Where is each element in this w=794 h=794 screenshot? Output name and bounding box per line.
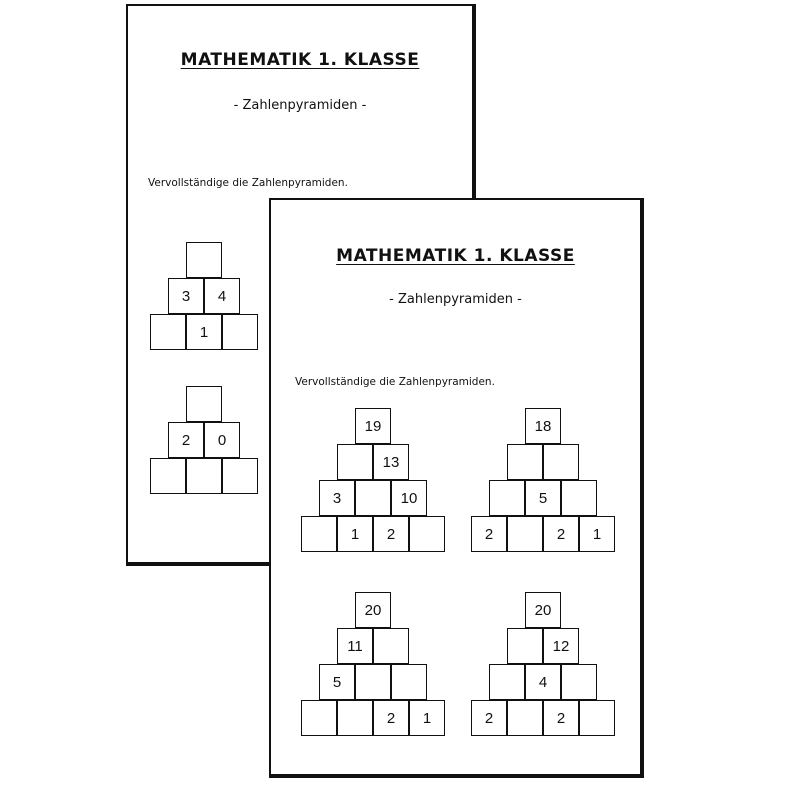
pyramid-empty-cell[interactable] [186,242,222,278]
pyramid-empty-cell[interactable] [579,700,615,736]
pyramid-number-cell: 5 [319,664,355,700]
pyramid-number-cell: 5 [525,480,561,516]
pyramid-empty-cell[interactable] [507,516,543,552]
pyramid-empty-cell[interactable] [561,664,597,700]
pyramid-empty-cell[interactable] [222,458,258,494]
pyramid-number-cell: 13 [373,444,409,480]
pyramid-number-cell: 3 [319,480,355,516]
pyramid-empty-cell[interactable] [186,386,222,422]
pyramid-number-cell: 19 [355,408,391,444]
pyramid-empty-cell[interactable] [337,700,373,736]
pyramid-number-cell: 11 [337,628,373,664]
pyramid-empty-cell[interactable] [507,444,543,480]
front-worksheet-page [269,198,644,778]
pyramid-empty-cell[interactable] [301,516,337,552]
pyramid-number-cell: 2 [373,700,409,736]
page-subtitle: - Zahlenpyramiden - [233,98,367,113]
pyramid-number-cell: 0 [204,422,240,458]
pyramid-number-cell: 4 [525,664,561,700]
pyramid-empty-cell[interactable] [507,700,543,736]
pyramid-number-cell: 1 [409,700,445,736]
pyramid-empty-cell[interactable] [222,314,258,350]
pyramid-empty-cell[interactable] [489,664,525,700]
pyramid-number-cell: 1 [579,516,615,552]
pyramid-empty-cell[interactable] [355,480,391,516]
page-subtitle: - Zahlenpyramiden - [389,292,522,307]
pyramid-empty-cell[interactable] [186,458,222,494]
pyramid-number-cell: 2 [471,700,507,736]
pyramid-number-cell: 20 [525,592,561,628]
pyramid-empty-cell[interactable] [150,458,186,494]
pyramid-number-cell: 10 [391,480,427,516]
pyramid-empty-cell[interactable] [150,314,186,350]
pyramid-number-cell: 2 [471,516,507,552]
pyramid-number-cell: 3 [168,278,204,314]
pyramid-empty-cell[interactable] [543,444,579,480]
instruction-text: Vervollständige die Zahlenpyramiden. [148,177,348,189]
pyramid-empty-cell[interactable] [489,480,525,516]
pyramid-empty-cell[interactable] [507,628,543,664]
pyramid-number-cell: 1 [337,516,373,552]
pyramid-empty-cell[interactable] [355,664,391,700]
pyramid-empty-cell[interactable] [409,516,445,552]
pyramid-empty-cell[interactable] [301,700,337,736]
pyramid-empty-cell[interactable] [337,444,373,480]
pyramid-empty-cell[interactable] [561,480,597,516]
page-title: MATHEMATIK 1. KLASSE [180,50,420,70]
instruction-text: Vervollständige die Zahlenpyramiden. [295,376,495,388]
pyramid-number-cell: 2 [543,516,579,552]
page-title: MATHEMATIK 1. KLASSE [336,246,575,266]
pyramid-empty-cell[interactable] [373,628,409,664]
pyramid-number-cell: 4 [204,278,240,314]
pyramid-empty-cell[interactable] [391,664,427,700]
pyramid-number-cell: 1 [186,314,222,350]
pyramid-number-cell: 2 [168,422,204,458]
pyramid-number-cell: 2 [543,700,579,736]
pyramid-number-cell: 12 [543,628,579,664]
pyramid-number-cell: 20 [355,592,391,628]
pyramid-number-cell: 2 [373,516,409,552]
pyramid-number-cell: 18 [525,408,561,444]
